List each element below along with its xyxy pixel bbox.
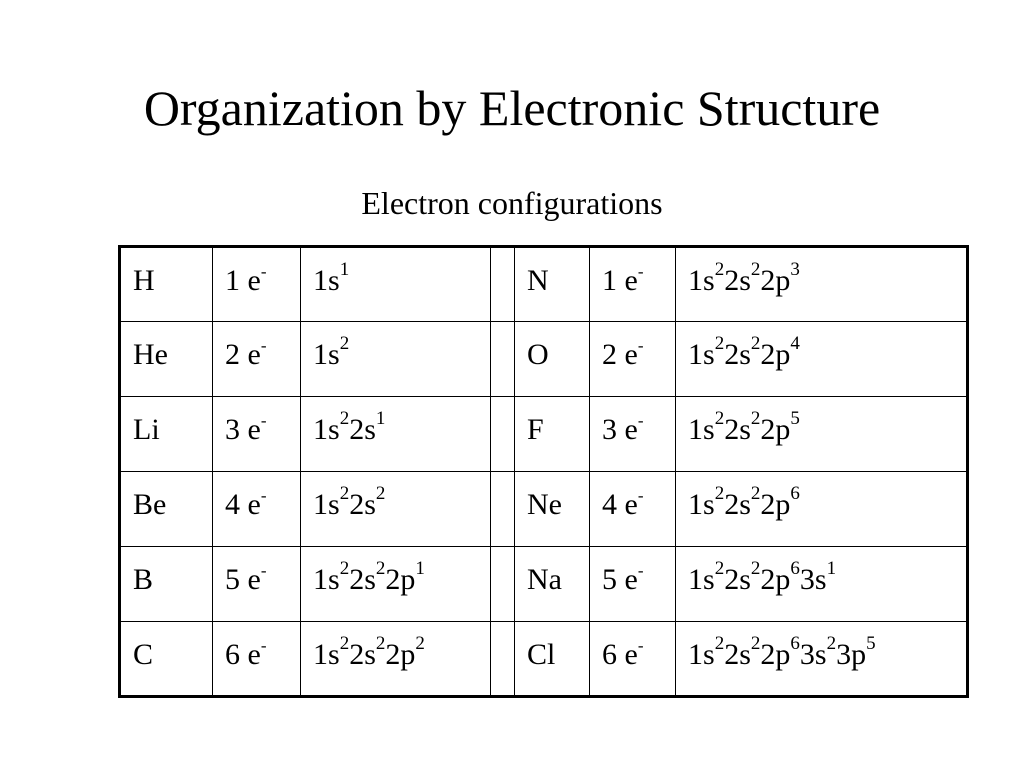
electron-count-cell <box>590 322 676 397</box>
orbital-occupancy: 4 <box>790 333 800 354</box>
orbital: 2s <box>724 563 751 596</box>
element-symbol: Cl <box>527 638 556 671</box>
orbital: 2p <box>760 264 791 297</box>
electron-count-cell <box>213 622 301 697</box>
table-row <box>120 622 968 697</box>
configuration-cell <box>301 397 491 472</box>
element-symbol: O <box>527 338 549 371</box>
orbital-occupancy: 2 <box>339 333 350 354</box>
electron-count-cell <box>590 622 676 697</box>
table-row <box>120 247 968 322</box>
orbital-occupancy: 2 <box>714 558 725 579</box>
electron-count-cell <box>213 322 301 397</box>
orbital: 1s <box>688 488 715 521</box>
orbital-occupancy: 2 <box>826 633 837 654</box>
orbital: 2p <box>760 488 791 521</box>
configuration-cell <box>676 472 968 547</box>
configuration-cell <box>301 547 491 622</box>
electron-count-cell <box>590 472 676 547</box>
orbital: 2p <box>385 563 416 596</box>
element-cell <box>120 622 213 697</box>
element-symbol: Be <box>133 488 167 521</box>
element-cell <box>515 247 590 322</box>
electron-count: 1 e <box>602 264 638 297</box>
electron-charge: - <box>637 411 644 430</box>
orbital: 1s <box>313 563 340 596</box>
electron-charge: - <box>637 486 644 505</box>
orbital-occupancy: 2 <box>714 259 725 280</box>
orbital-occupancy: 2 <box>750 483 761 504</box>
configuration-cell <box>676 622 968 697</box>
configuration-cell <box>301 622 491 697</box>
orbital-occupancy: 2 <box>375 558 386 579</box>
orbital: 2s <box>724 264 751 297</box>
electron-count: 5 e <box>602 563 638 596</box>
configuration-cell <box>301 472 491 547</box>
electron-charge: - <box>260 561 267 580</box>
element-symbol: H <box>133 264 155 297</box>
element-symbol: He <box>133 338 168 371</box>
element-cell <box>120 247 213 322</box>
orbital-occupancy: 5 <box>866 633 876 654</box>
electron-charge: - <box>637 336 644 355</box>
orbital: 3s <box>799 563 827 596</box>
element-symbol: C <box>133 638 154 671</box>
element-cell <box>515 322 590 397</box>
orbital-occupancy: 1 <box>826 558 837 579</box>
element-cell <box>120 397 213 472</box>
configuration-cell <box>301 322 491 397</box>
orbital: 2p <box>760 338 791 371</box>
orbital-occupancy: 2 <box>339 483 350 504</box>
table-row <box>120 397 968 472</box>
orbital-occupancy: 2 <box>375 633 386 654</box>
element-cell <box>515 622 590 697</box>
orbital-occupancy: 2 <box>750 259 761 280</box>
orbital-occupancy: 2 <box>714 408 725 429</box>
electron-count-cell <box>590 547 676 622</box>
electron-count-cell <box>213 547 301 622</box>
orbital: 2s <box>724 338 751 371</box>
element-cell <box>120 322 213 397</box>
electron-count: 4 e <box>602 488 638 521</box>
orbital-occupancy: 2 <box>714 333 725 354</box>
electron-count: 6 e <box>225 638 261 671</box>
electron-configuration-table <box>118 245 969 698</box>
electron-count: 5 e <box>225 563 261 596</box>
element-symbol: N <box>527 264 549 297</box>
orbital: 1s <box>313 338 340 371</box>
electron-charge: - <box>637 636 644 655</box>
electron-count: 2 e <box>602 338 638 371</box>
electron-count: 2 e <box>225 338 261 371</box>
orbital: 2p <box>385 638 416 671</box>
slide-subtitle: Electron configurations <box>361 185 663 221</box>
element-symbol: B <box>133 563 154 596</box>
orbital: 1s <box>313 638 340 671</box>
orbital-occupancy: 2 <box>339 633 350 654</box>
configuration-cell <box>676 547 968 622</box>
spacer-cell <box>491 397 515 472</box>
orbital-occupancy: 2 <box>415 633 425 654</box>
electron-count: 1 e <box>225 264 261 297</box>
orbital: 1s <box>313 413 340 446</box>
element-symbol: F <box>527 413 544 446</box>
orbital: 1s <box>688 264 715 297</box>
orbital: 1s <box>688 338 715 371</box>
orbital: 1s <box>688 413 715 446</box>
electron-count: 3 e <box>602 413 638 446</box>
configuration-cell <box>676 397 968 472</box>
electron-count-cell <box>590 247 676 322</box>
element-symbol: Ne <box>527 488 562 521</box>
orbital-occupancy: 2 <box>750 633 761 654</box>
table-row <box>120 472 968 547</box>
orbital: 1s <box>688 638 715 671</box>
slide-title: Organization by Electronic Structure <box>143 80 881 136</box>
orbital-occupancy: 1 <box>415 558 425 579</box>
orbital: 2p <box>760 563 791 596</box>
spacer-cell <box>491 472 515 547</box>
electron-count-cell <box>590 397 676 472</box>
electron-count-cell <box>213 472 301 547</box>
orbital-occupancy: 6 <box>790 633 800 654</box>
electron-charge: - <box>260 336 267 355</box>
orbital: 2s <box>349 638 376 671</box>
orbital-occupancy: 6 <box>790 558 800 579</box>
electron-count: 3 e <box>225 413 261 446</box>
spacer-cell <box>491 247 515 322</box>
orbital-occupancy: 1 <box>375 408 386 429</box>
element-symbol: Li <box>133 413 160 446</box>
orbital-occupancy: 2 <box>375 483 386 504</box>
electron-count-cell <box>213 247 301 322</box>
electron-charge: - <box>637 561 644 580</box>
orbital-occupancy: 2 <box>750 333 761 354</box>
orbital-occupancy: 5 <box>790 408 800 429</box>
orbital: 2p <box>760 638 791 671</box>
configuration-cell <box>301 247 491 322</box>
element-symbol: Na <box>527 563 562 596</box>
orbital: 2s <box>349 413 376 446</box>
table-row <box>120 547 968 622</box>
orbital: 2s <box>724 488 751 521</box>
orbital-occupancy: 2 <box>339 408 350 429</box>
orbital: 1s <box>688 563 715 596</box>
element-cell <box>515 547 590 622</box>
electron-charge: - <box>260 411 267 430</box>
electron-count-cell <box>213 397 301 472</box>
electron-charge: - <box>260 486 267 505</box>
orbital: 2s <box>349 563 376 596</box>
orbital-occupancy: 2 <box>714 633 725 654</box>
spacer-cell <box>491 322 515 397</box>
orbital: 2s <box>724 413 751 446</box>
orbital: 3s <box>799 638 827 671</box>
orbital: 3p <box>836 638 867 671</box>
configuration-cell <box>676 247 968 322</box>
orbital: 2p <box>760 413 791 446</box>
orbital-occupancy: 2 <box>714 483 725 504</box>
electron-count: 6 e <box>602 638 638 671</box>
orbital-occupancy: 1 <box>339 259 350 280</box>
orbital-occupancy: 2 <box>750 558 761 579</box>
orbital: 2s <box>349 488 376 521</box>
electron-count: 4 e <box>225 488 261 521</box>
spacer-cell <box>491 547 515 622</box>
orbital-occupancy: 6 <box>790 483 800 504</box>
element-cell <box>120 547 213 622</box>
electron-charge: - <box>637 262 644 281</box>
orbital-occupancy: 2 <box>750 408 761 429</box>
electron-charge: - <box>260 636 267 655</box>
element-cell <box>120 472 213 547</box>
electron-charge: - <box>260 262 267 281</box>
table-body <box>120 247 968 697</box>
orbital-occupancy: 2 <box>339 558 350 579</box>
configuration-cell <box>676 322 968 397</box>
orbital-occupancy: 3 <box>790 259 800 280</box>
orbital: 1s <box>313 488 340 521</box>
element-cell <box>515 472 590 547</box>
orbital: 1s <box>313 264 340 297</box>
orbital: 2s <box>724 638 751 671</box>
spacer-cell <box>491 622 515 697</box>
table-row <box>120 322 968 397</box>
element-cell <box>515 397 590 472</box>
